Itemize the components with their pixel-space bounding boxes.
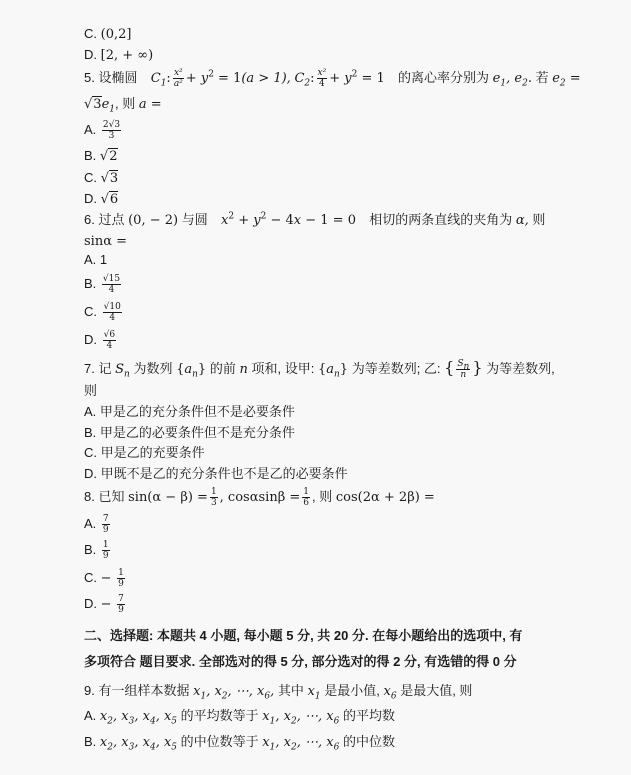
c1-condition: (a > 1), [241, 71, 291, 86]
stem-text: 则 [319, 489, 333, 504]
fraction: $\frac{1}{3}$ [210, 487, 217, 509]
alpha: α, [515, 213, 529, 228]
stem-text: 项和, 设甲: [251, 361, 315, 376]
q8-option-a [84, 514, 112, 535]
fraction: $\frac{7}{9}$ [102, 514, 109, 536]
fraction: $\frac{\text{x²}}{\text{a²}}$ [173, 68, 183, 90]
fraction: $\frac{1}{6}$ [303, 487, 309, 509]
q8-option-b [84, 540, 112, 561]
fraction: $\frac{S_n}{n}$ [457, 359, 470, 381]
q9-option-a: A. $x_2$, $x_3$, $x_4$, $x_5$ 的平均数等于 $x_1$, $x_2$, ⋯, $x_6$ 的平均数 [84, 708, 395, 727]
option-text: 的中位数等于 [180, 734, 259, 749]
stem-text: sinα = [84, 234, 128, 249]
option-label: C. [84, 304, 97, 319]
option-text: 甲是乙的充分条件但不是必要条件 [99, 404, 295, 419]
option-label: D. [84, 466, 97, 481]
q5-stem-line2: $√3e_1$, 则 a = [84, 96, 162, 115]
q6-option-c [84, 302, 124, 323]
stem-text: 记 [98, 361, 112, 376]
question-number: 8. [84, 489, 95, 504]
option-text: 1 [99, 252, 108, 267]
stem-text: 若 [535, 70, 549, 85]
q5-option-b: B. √2 [84, 148, 118, 164]
stem-text: 与圆 [181, 212, 208, 227]
option-label: B. [84, 425, 97, 440]
q8-option-d [84, 594, 127, 615]
e-vars: $e_1$, $e_2$. [492, 71, 532, 89]
fraction: $\frac{2√3}{3}$ [102, 120, 121, 142]
option-text: 的平均数 [342, 708, 395, 723]
q6-option-d [84, 330, 118, 351]
stem-text: 已知 [98, 489, 125, 504]
e2-var: $e_2$ [552, 71, 566, 89]
option-label: C. [84, 26, 97, 41]
option-label: A. [84, 122, 97, 137]
stem-text: 则 [84, 383, 98, 398]
stem-text: 则 [122, 96, 136, 111]
option-label: A. [84, 252, 97, 267]
q9-option-b: B. $x_2$, $x_3$, $x_4$, $x_5$ 的中位数等于 $x_1$, $x_2$, ⋯, $x_6$ 的中位数 [84, 734, 395, 753]
option-label: D. [84, 332, 97, 347]
option-label: B. [84, 148, 97, 163]
option-label: D. [84, 47, 97, 62]
point: (0, − 2) [128, 213, 179, 228]
q7-stem-line2 [84, 381, 97, 401]
option-text: 甲是乙的必要条件但不是充分条件 [99, 425, 295, 440]
sqrt-3: √3 [84, 97, 102, 112]
q7-option-d [84, 464, 348, 484]
option-text: 的中位数 [342, 734, 395, 749]
stem-text: 相切的两条直线的夹角为 [369, 212, 513, 227]
stem-text: 设椭圆 [98, 70, 138, 85]
q7-option-a [84, 402, 295, 422]
fraction: $\frac{√15}{4}$ [102, 274, 121, 296]
option-label: D. [84, 191, 97, 206]
q5-stem-line1: 5. 设椭圆 $C_1$: $\frac{\text{x²}}{\text{a²}}$ + $y^2 = 1(a > 1)$, $C_2$: $\frac{\text{x²}}{4}$ + $y^2 = 1$ 的离心率分别为 $e_1$, $e_2$. 若 $e_2$ = [84, 68, 581, 90]
q5-option-a [84, 120, 123, 141]
radicand: 6 [109, 192, 119, 207]
n-var: n [239, 362, 248, 377]
expression: cos(2α + 2β) = [335, 490, 435, 505]
q6-stem-line2 [84, 231, 127, 252]
stem-text: 其中 [277, 683, 304, 698]
option-label: A. [84, 404, 97, 419]
section2-heading-line1: 二、选择题: 本题共 4 小题, 每小题 5 分, 共 20 分. 在每小题给出的选项中, 有 [84, 628, 523, 643]
stem-text: 有一组样本数据 [98, 683, 190, 698]
option-text: [2, + ∞) [100, 48, 154, 63]
minus-sign: − [100, 571, 112, 586]
stem-text: 则 [532, 212, 546, 227]
question-number: 5. [84, 70, 95, 85]
option-text: 甲既不是乙的充分条件也不是乙的必要条件 [100, 466, 348, 481]
fraction: $\frac{√10}{4}$ [103, 302, 121, 324]
radicand: 3 [109, 171, 119, 186]
option-label: A. [84, 708, 97, 723]
stem-text: 过点 [98, 212, 125, 227]
option-text: 的平均数等于 [180, 708, 259, 723]
c1-label: $C_1$ [150, 71, 167, 89]
option-text: 甲是乙的充要条件 [100, 445, 205, 460]
section2-heading-line2: 多项符合 题目要求. 全部选对的得 5 分, 部分选对的得 2 分, 有选错的得 0 分 [84, 654, 517, 669]
option-label: A. [84, 516, 97, 531]
q6-stem-line1: 6. 过点 (0, − 2) 与圆 $x^2 + y^2 - 4x - 1 = 0$ 相切的两条直线的夹角为 α, 则 [84, 211, 546, 228]
question-number: 7. [84, 361, 95, 376]
option-label: D. [84, 596, 97, 611]
q7-option-c [84, 443, 205, 463]
fraction: $\frac{\text{x²}}{4}$ [317, 68, 327, 90]
expression: , cosαsinβ = [219, 490, 301, 505]
q4-option-c [84, 24, 131, 45]
radicand: 2 [109, 149, 118, 164]
q7-option-b [84, 423, 295, 443]
q6-option-b [84, 274, 123, 295]
stem-text: 为等差数列; 乙: [351, 361, 441, 376]
option-label: C. [84, 570, 97, 585]
fraction: $\frac{√6}{4}$ [103, 330, 116, 352]
c2-label: $C_2$ [294, 71, 311, 89]
stem-text: 为数列 [133, 361, 173, 376]
option-text: (0,2] [100, 27, 132, 42]
q4-option-d [84, 45, 153, 66]
fraction: $\frac{7}{9}$ [118, 594, 124, 616]
q9-stem: 9. 有一组样本数据 $x_1$, $x_2$, ⋯, $x_6$, 其中 $x_1$ 是最小值, $x_6$ 是最大值, 则 [84, 683, 473, 702]
q8-stem: 8. 已知 sin(α − β) = $\frac{1}{3}$ , cosαsinβ = $\frac{1}{6}$ , 则 cos(2α + 2β) = [84, 487, 435, 509]
option-label: C. [84, 170, 97, 185]
minus-sign: − [100, 597, 112, 612]
fraction: $\frac{1}{9}$ [118, 568, 124, 590]
option-label: C. [84, 445, 97, 460]
question-number: 6. [84, 212, 95, 227]
stem-text: 是最小值, [324, 683, 380, 698]
stem-text: 是最大值, 则 [400, 683, 473, 698]
q5-option-d: D. √6 [84, 191, 119, 207]
option-label: B. [84, 276, 97, 291]
q7-stem-line1: 7. 记 $S_n$ 为数列 $\{a_n\}$ 的前 n 项和, 设甲: $\{a_n\}$ 为等差数列; 乙: { $\frac{S_n}{n}$ } 为等差数列, [84, 358, 555, 381]
stem-text: 为等差数列, [486, 361, 555, 376]
stem-text: 的前 [209, 361, 236, 376]
stem-text: 的离心率分别为 [398, 70, 490, 85]
expression: sin(α − β) = [128, 490, 208, 505]
q5-option-c: C. √3 [84, 170, 119, 186]
q8-option-c [84, 568, 127, 589]
option-label: B. [84, 734, 97, 749]
question-number: 9. [84, 683, 95, 698]
option-label: B. [84, 542, 97, 557]
q6-option-a [84, 250, 107, 270]
fraction: $\frac{1}{9}$ [102, 540, 109, 562]
